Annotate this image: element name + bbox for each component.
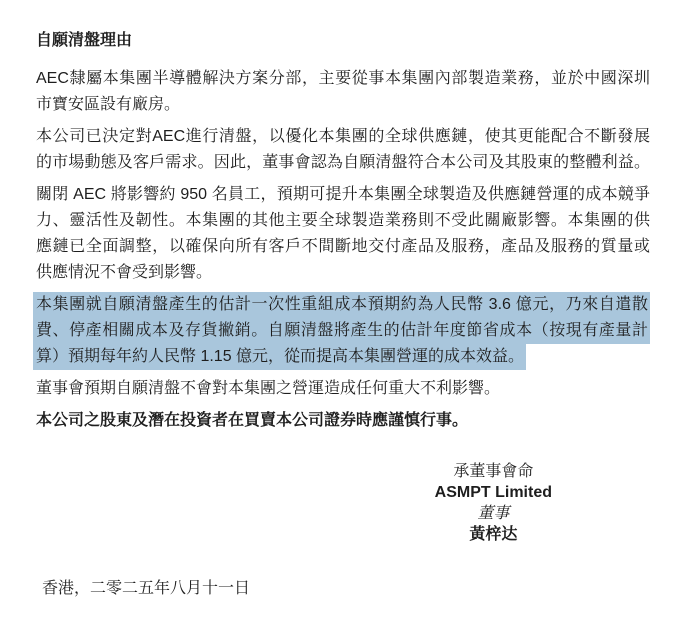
place-and-date-line: 香港，二零二五年八月十一日 (42, 580, 251, 597)
paragraph-line: 的市場動態及客戶需求。因此，董事會認為自願清盤符合本公司及其股東的整體利益。 (36, 154, 650, 171)
director-name: 黃梓达 (469, 526, 518, 543)
paragraph-shareholder-caution (36, 408, 650, 434)
paragraph-line: 關閉 AEC 將影響約 950 名員工，預期可提升本集團全球製造及供應鏈營運的成本競爭 (36, 186, 650, 203)
paragraph-line: AEC隸屬本集團半導體解決方案分部，主要從事本集團內部製造業務，並於中國深圳 (36, 70, 650, 87)
paragraph-line: 供應情況不會受到影響。 (36, 264, 213, 281)
paragraph-line: 應鏈已全面調整，以確保向所有客戶不間斷地交付產品及服務，產品及服務的質量或 (36, 238, 650, 255)
signature-block (435, 461, 552, 545)
paragraph-line: 市寶安區設有廠房。 (36, 96, 181, 113)
highlighted-line: 本集團就自願清盤產生的估計一次性重組成本預期約為人民幣 3.6 億元，乃來自遣散 (33, 292, 650, 318)
paragraph-liquidation-decision (36, 124, 650, 176)
highlighted-paragraph-restructuring-costs (36, 292, 650, 370)
company-name: ASMPT Limited (434, 484, 552, 501)
paragraph-closure-impact (36, 182, 650, 286)
highlighted-line: 算）預期每年約人民幣 1.15 億元，從而提高本集團營運的成本效益。 (33, 344, 526, 370)
highlighted-line: 費、停產相關成本及存貨撇銷。自願清盤將產生的估計年度節省成本（按現有產量計 (33, 318, 650, 344)
paragraph-line: 本公司已決定對AEC進行清盤，以優化本集團的全球供應鏈，使其更能配合不斷發展 (36, 128, 650, 145)
paragraph-line: 力、靈活性及韌性。本集團的其他主要全球製造業務則不受此關廠影響。本集團的供 (36, 212, 650, 229)
section-title: 自願清盤理由 (36, 32, 133, 49)
paragraph-aec-division (36, 66, 650, 118)
signature-preamble: 承董事會命 (453, 463, 534, 480)
paragraph-no-adverse-effect (36, 376, 650, 402)
director-title: 董事 (477, 505, 510, 522)
paragraph-line: 董事會預期自願清盤不會對本集團之營運造成任何重大不利影響。 (36, 380, 501, 397)
paragraph-line: 本公司之股東及潛在投資者在買賣本公司證券時應謹慎行事。 (36, 412, 469, 429)
